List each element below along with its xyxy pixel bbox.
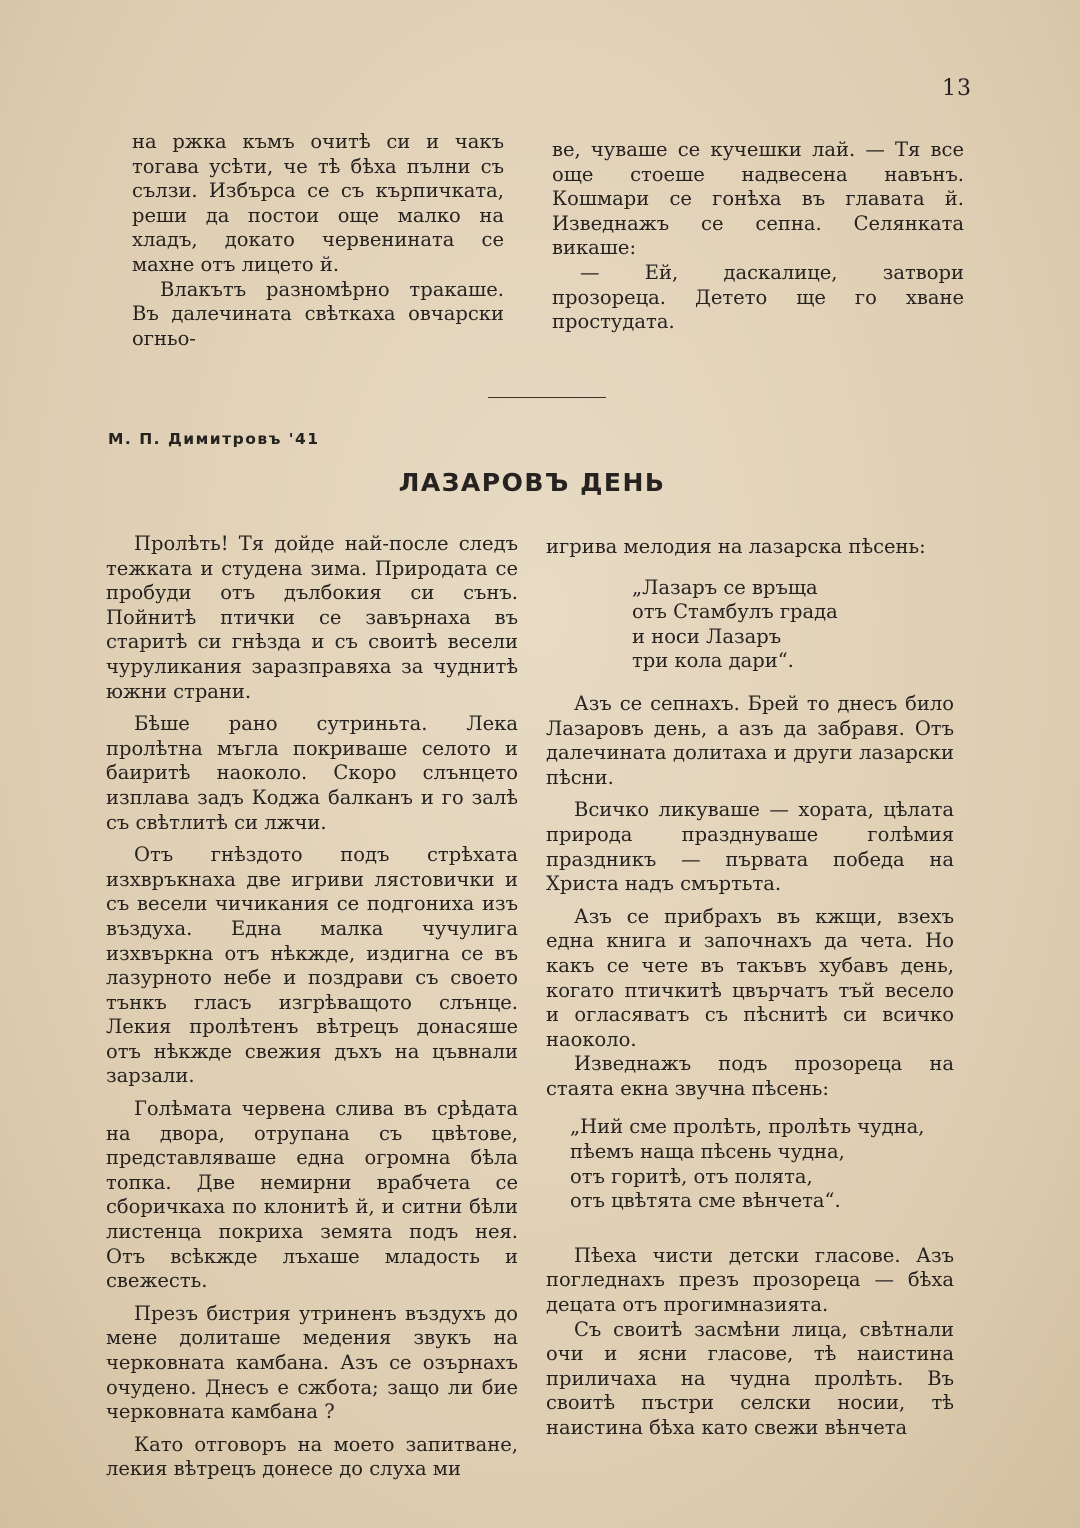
author-byline: М. П. Димитровъ '41 <box>108 430 320 448</box>
article-left-column <box>106 532 518 1482</box>
verse-line: „Ний сме пролѣть, пролѣть чудна, <box>570 1115 925 1139</box>
paragraph: на ржка къмъ очитѣ си и чакъ тогава усѣти, че тѣ бѣха пълни съ сълзи. Избърса се съ кърпичката, реши да постои още малко на хладъ, докато червенината се махне отъ лицето й. <box>132 130 504 276</box>
paragraph: Съ своитѣ засмѣни лица, свѣтнали очи и ясни гласове, тѣ наистина приличаха на чудна пролѣть. Въ своитѣ пъстри селски носии, тѣ наистина бѣха като свежи вѣнчета <box>546 1317 954 1439</box>
paragraph: Всичко ликуваше — хората, цѣлата природа празднуваше голѣмия праздникъ — първата победа на Христа надъ смъртьта. <box>546 798 954 896</box>
paragraph: — Ей, даскалице, затвори прозореца. Детето ще го хване простудата. <box>552 260 964 334</box>
verse-line: „Лазаръ се връща <box>632 575 818 599</box>
paragraph: Пѣеха чисти детски гласове. Азъ погледнахъ презъ прозореца — бѣха децата отъ прогимназията. <box>546 1243 954 1317</box>
page-number: 13 <box>942 76 972 101</box>
paragraph: Азъ се прибрахъ въ кжщи, взехъ една книга и започнахъ да чета. Но какъ се чете въ такъвъ хубавъ день, когато птичкитѣ цвърчатъ тъй весело и огласяватъ съ пѣснитѣ си всичко наоколо. <box>546 904 954 1051</box>
paragraph: Бѣше рано сутриньта. Лека пролѣтна мъгла покриваше селото и баиритѣ наоколо. Скоро слънцето изплава задъ Коджа балканъ и го залѣ съ свѣтлитѣ си лжчи. <box>106 712 518 834</box>
song-verse <box>570 1115 954 1213</box>
paragraph: ве, чуваше се кучешки лай. — Тя все още стоеше надвесена навънъ. Кошмари се гонѣха въ главата й. Изведнажъ се сепна. Селянката викаше: <box>552 138 964 260</box>
paragraph: Пролѣть! Тя дойде най-после следъ тежката и студена зима. Природата се пробуди отъ дълбокия си сънъ. Пойнитѣ птички се завърнаха въ старитѣ си гнѣзда и съ своитѣ весели чуруликания заразправяха за чуднитѣ южни страни. <box>106 532 518 703</box>
verse-line: три кола дари“. <box>632 649 794 673</box>
article-right-column <box>546 535 954 1441</box>
paragraph: Като отговоръ на моето запитване, лекия вѣтрецъ донесе до слуха ми <box>106 1432 518 1481</box>
paragraph: Азъ се сепнахъ. Брей то днесъ било Лазаровъ день, а азъ да забравя. Отъ далечината долитаха и други лазарски пѣсни. <box>546 691 954 789</box>
verse-line: и носи Лазаръ <box>632 624 782 648</box>
paragraph: Голѣмата червена слива въ срѣдата на двора, отрупана съ цвѣтове, представляваше една огромна бѣла топка. Две немирни врабчета се сборичкаха по клонитѣ й, и ситни бѣли листенца покриха земята подъ нея. Отъ всѣкжде лъхаше младость и свежесть. <box>106 1097 518 1293</box>
verse-line: пѣемъ наща пѣсень чудна, <box>570 1140 845 1164</box>
paragraph: Отъ гнѣздото подъ стрѣхата изхвръкнаха две игриви лястовички и съ весели чичикания се подгониха изъ въздуха. Една малка чучулига изхвъркна отъ нѣкжде, издигна се въ лазурното небе и поздрави съ своето тънкъ гласъ изгрѣващото слънце. Лекия пролѣтенъ вѣтрецъ донасяше отъ нѣкжде свежия дъхъ на цъвнали зарзали. <box>106 843 518 1088</box>
previous-story-right-column <box>552 138 964 335</box>
verse-line: отъ горитѣ, отъ полята, <box>570 1164 813 1188</box>
previous-story-left-column <box>132 130 504 351</box>
paragraph: Влакътъ разномѣрно тракаше. Въ далечината свѣткаха овчарски огньо- <box>132 277 504 350</box>
article-title: ЛАЗАРОВЪ ДЕНЬ <box>398 468 666 497</box>
verse-line: отъ цвѣтята сме вѣнчета“. <box>570 1189 841 1213</box>
paragraph: Изведнажъ подъ прозореца на стаята екна звучна пѣсень: <box>546 1052 954 1100</box>
paragraph: игрива мелодия на лазарска пѣсень: <box>546 535 926 558</box>
paragraph: Презъ бистрия утриненъ въздухъ до мене долиташе медения звукъ на черковната камбана. Азъ се озърнахъ очудено. Днесъ е сжбота; защо ли бие черковната камбана ? <box>106 1301 518 1424</box>
section-divider <box>488 397 606 398</box>
verse-line: отъ Стамбулъ града <box>632 600 838 624</box>
song-verse <box>632 576 954 674</box>
